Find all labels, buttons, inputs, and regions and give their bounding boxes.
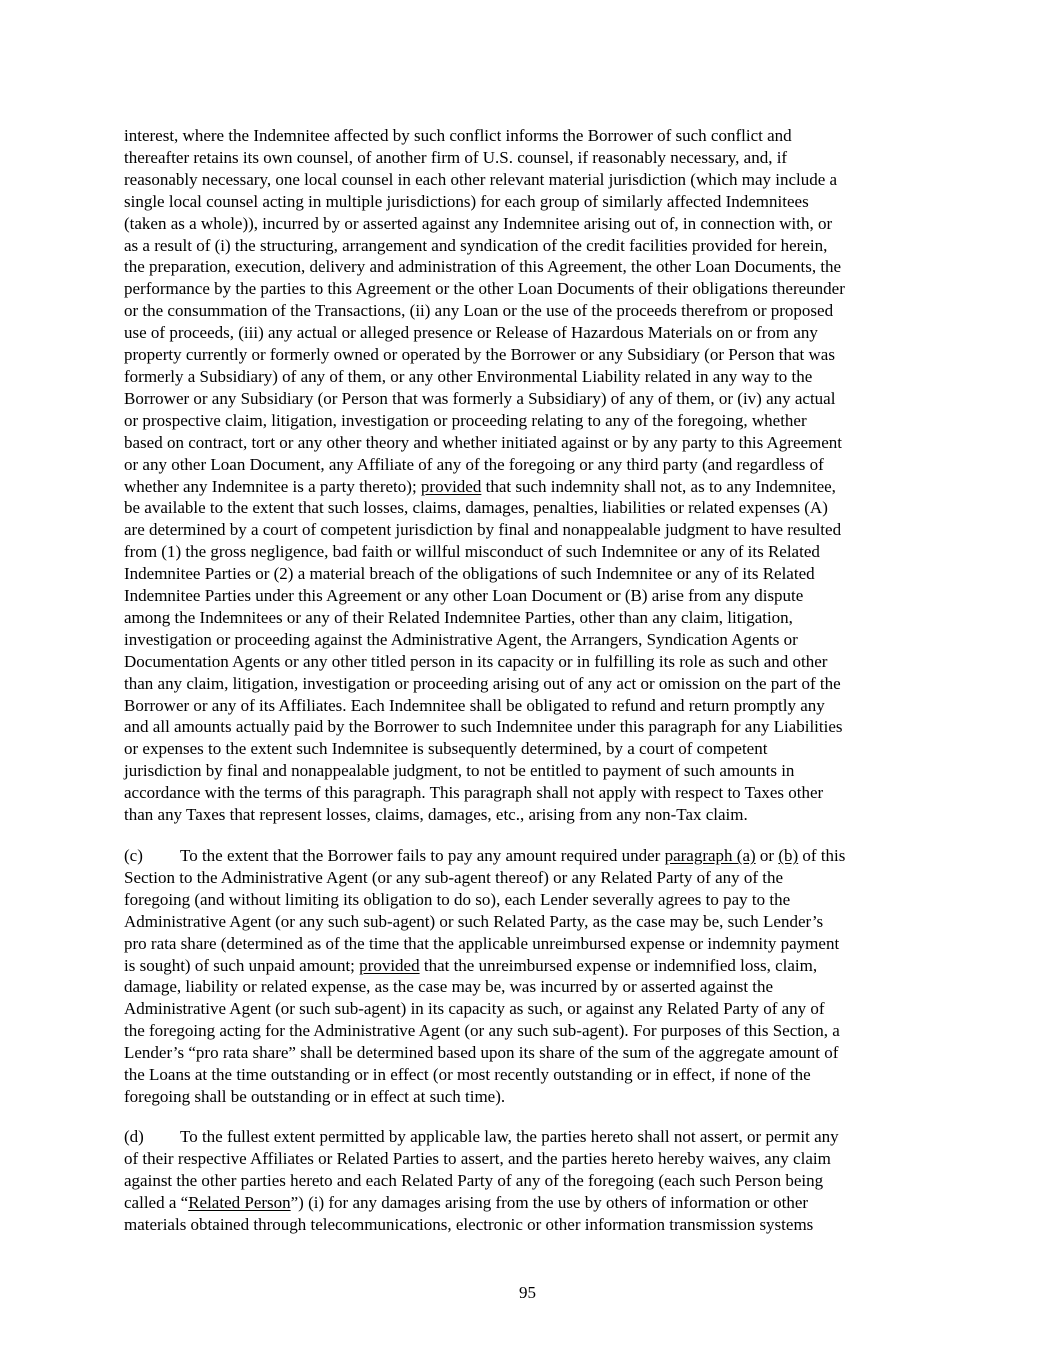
text-line: Administrative Agent (or any such sub-agent) or such Related Party, as the case may be, such Lender’s xyxy=(124,911,824,931)
text-line: based on contract, tort or any other theory and whether initiated against or by any party to this Agreement xyxy=(124,432,843,452)
text-line: the Loans at the time outstanding or in effect (or most recently outstanding or in effect, if none of the xyxy=(124,1065,811,1085)
text-line: against the other parties hereto and each Related Party of any of the foregoing (each such Person being xyxy=(124,1170,824,1190)
text-line: Borrower or any Subsidiary (or Person that was formerly a Subsidiary) of any of them, or (iv) any actual xyxy=(124,388,836,408)
text-segment: To the fullest extent permitted by applicable law, the parties hereto shall not assert, or permit any xyxy=(180,1127,839,1146)
text-line: or expenses to the extent such Indemnitee is subsequently determined, by a court of competent xyxy=(124,739,768,759)
text-line: use of proceeds, (iii) any actual or alleged presence or Release of Hazardous Materials on or from any xyxy=(124,323,818,343)
text-line: Administrative Agent (or such sub-agent) in its capacity as such, or against any Related Party of any of xyxy=(124,999,825,1019)
text-segment: is sought) of such unpaid amount; xyxy=(124,955,360,975)
text-line: be available to the extent that such losses, claims, damages, penalties, liabilities or related expenses (A) xyxy=(124,498,828,518)
text-line: as a result of (i) the structuring, arrangement and syndication of the credit facilities provided for herein, xyxy=(124,235,828,255)
text-line: foregoing (and without limiting its obligation to do so), each Lender severally agrees to pay to the xyxy=(124,889,791,909)
text-line: among the Indemnitees or any of their Related Indemnitee Parties, other than any claim, litigation, xyxy=(124,607,793,627)
text-line: formerly a Subsidiary) of any of them, or any other Environmental Liability related in any way to the xyxy=(124,366,813,386)
text-line: accordance with the terms of this paragraph. This paragraph shall not apply with respect to Taxes other xyxy=(124,783,824,803)
text-segment: called a “ xyxy=(124,1192,189,1212)
text-line: thereafter retains its own counsel, of another firm of U.S. counsel, if reasonably necessary, and, if xyxy=(124,147,788,167)
text-line: from (1) the gross negligence, bad faith or willful misconduct of such Indemnitee or any of its Related xyxy=(124,542,820,562)
paragraph-label: (c) xyxy=(124,846,143,865)
text-line: investigation or proceeding against the Administrative Agent, the Arrangers, Syndication Agents or xyxy=(124,629,798,649)
text-line: pro rata share (determined as of the time that the applicable unreimbursed expense or indemnity payment xyxy=(124,933,840,953)
text-line: interest, where the Indemnitee affected by such conflict informs the Borrower of such conflict and xyxy=(124,126,792,145)
text-line: Documentation Agents or any other titled person in its capacity or in fulfilling its role as such and other xyxy=(124,651,828,671)
text-segment: or xyxy=(755,846,779,865)
text-line: (taken as a whole)), incurred by or asserted against any Indemnitee arising out of, in connection with, or xyxy=(124,213,833,233)
paragraph-label: (d) xyxy=(124,1127,144,1146)
text-line-with-label xyxy=(124,1126,944,1148)
text-line: or the consummation of the Transactions, (ii) any Loan or the use of the proceeds therefrom or proposed xyxy=(124,301,834,321)
text-line: performance by the parties to this Agreement or the other Loan Documents of their obligations thereunder xyxy=(124,279,845,299)
text-line: Indemnitee Parties or (2) a material breach of the obligations of such Indemnitee or any of its Related xyxy=(124,564,815,584)
text-line: Indemnitee Parties under this Agreement or any other Loan Document or (B) arise from any dispute xyxy=(124,586,804,606)
text-segment: ”) (i) for any damages arising from the use by others of information or other xyxy=(290,1192,809,1212)
paragraph-indemnification-continued xyxy=(124,125,944,826)
text-line-with-label xyxy=(124,845,944,867)
text-line: the foregoing acting for the Administrative Agent (or any such sub-agent). For purposes of this Section, a xyxy=(124,1021,840,1041)
text-line-with-defined-term xyxy=(124,1192,944,1214)
text-line: materials obtained through telecommunications, electronic or other information transmission systems xyxy=(124,1214,814,1234)
page-number: 95 xyxy=(519,1283,536,1302)
text-line: damage, liability or related expense, as the case may be, was incurred by or asserted against the xyxy=(124,977,774,997)
text-line: reasonably necessary, one local counsel in each other relevant material jurisdiction (which may include a xyxy=(124,169,838,189)
paragraph-c xyxy=(124,845,944,1108)
text-line: property currently or formerly owned or operated by the Borrower or any Subsidiary (or Person that was xyxy=(124,345,835,365)
text-segment: of this xyxy=(798,846,846,865)
text-line-with-proviso xyxy=(124,955,944,977)
text-line: are determined by a court of competent jurisdiction by final and nonappealable judgment to have resulted xyxy=(124,520,842,540)
paragraph-d xyxy=(124,1126,944,1236)
text-line: of their respective Affiliates or Related Parties to assert, and the parties hereto hereby waives, any claim xyxy=(124,1148,831,1168)
cross-reference-paragraph-a: paragraph (a) xyxy=(664,846,756,865)
defined-term-related-person: Related Person xyxy=(188,1192,291,1212)
text-line: Lender’s “pro rata share” shall be determined based upon its share of the sum of the aggregate amount of xyxy=(124,1043,839,1063)
text-line: Section to the Administrative Agent (or any sub-agent thereof) or any Related Party of any of the xyxy=(124,867,784,887)
text-segment: whether any Indemnitee is a party thereto); xyxy=(124,476,421,496)
text-line: Borrower or any of its Affiliates. Each Indemnitee shall be obligated to refund and return promptly any xyxy=(124,695,825,715)
text-line: the preparation, execution, delivery and administration of this Agreement, the other Loan Documents, the xyxy=(124,257,842,277)
text-line: than any claim, litigation, investigation or proceeding arising out of any act or omission on the part of the xyxy=(124,673,841,693)
text-line: or any other Loan Document, any Affiliate of any of the foregoing or any third party (and regardless of xyxy=(124,454,824,474)
underlined-term-provided: provided xyxy=(420,476,482,496)
text-segment: that such indemnity shall not, as to any Indemnitee, xyxy=(481,476,836,496)
underlined-term-provided: provided xyxy=(359,955,420,975)
text-segment: that the unreimbursed expense or indemnified loss, claim, xyxy=(419,955,818,975)
text-line: or prospective claim, litigation, investigation or proceeding relating to any of the foregoing, whether xyxy=(124,410,807,430)
text-line: and all amounts actually paid by the Borrower to such Indemnitee under this paragraph for any Liabilities xyxy=(124,717,843,737)
cross-reference-paragraph-b: (b) xyxy=(778,846,799,865)
text-line: single local counsel acting in multiple jurisdictions) for each group of similarly affected Indemnitees xyxy=(124,191,809,211)
text-line-with-proviso xyxy=(124,476,944,498)
text-line: jurisdiction by final and nonappealable judgment, to not be entitled to payment of such amounts in xyxy=(124,761,795,781)
text-segment: To the extent that the Borrower fails to pay any amount required under xyxy=(180,846,665,865)
text-line: foregoing shall be outstanding or in effect at such time). xyxy=(124,1086,506,1106)
text-line: than any Taxes that represent losses, claims, damages, etc., arising from any non-Tax claim. xyxy=(124,805,748,825)
